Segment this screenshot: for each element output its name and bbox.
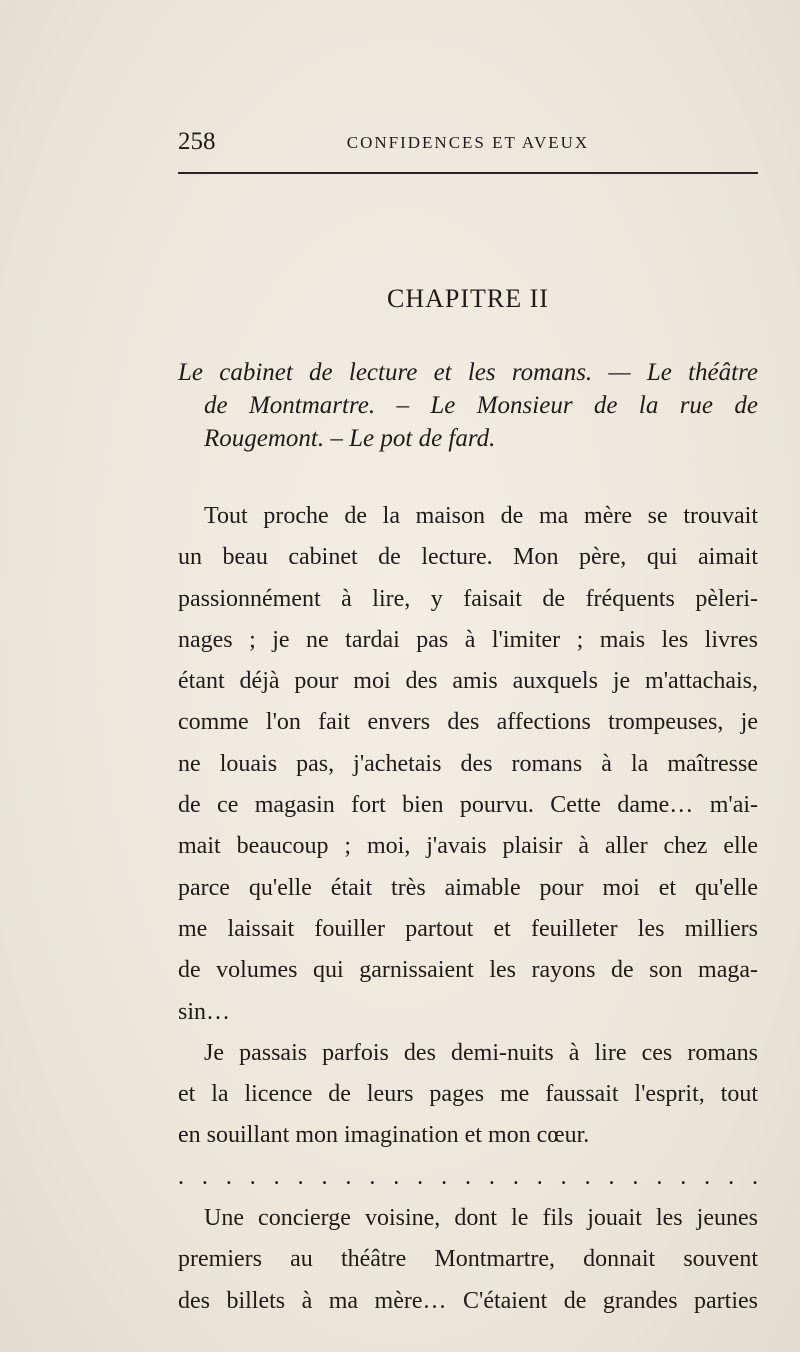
text-line: me laissait fouiller partout et feuilleter les milliers	[178, 915, 758, 942]
chapter-title: CHAPITRE II	[387, 284, 549, 313]
text-line: passionnément à lire, y faisait de fréquents pèleri-	[178, 585, 758, 612]
text-line: un beau cabinet de lecture. Mon père, qui aimait	[178, 544, 758, 571]
text-line: sin…	[178, 998, 231, 1025]
page-number: 258	[178, 128, 216, 155]
text-line: Tout proche de la maison de ma mère se trouvait	[204, 503, 758, 529]
text-line: étant déjà pour moi des amis auxquels je m'attachais,	[178, 668, 758, 695]
text-line: premiers au théâtre Montmartre, donnait souvent	[178, 1246, 758, 1273]
text-line: comme l'on fait envers des affections trompeuses, je	[178, 709, 758, 736]
running-title: CONFIDENCES ET AVEUX	[346, 133, 590, 152]
header-rule	[178, 172, 758, 174]
body-text	[178, 496, 758, 1322]
text-line: de volumes qui garnissaient les rayons de son maga-	[178, 957, 758, 984]
page-header	[178, 128, 758, 162]
text-line: nages ; je ne tardai pas à l'imiter ; mais les livres	[178, 626, 758, 653]
text-line: parce qu'elle était très aimable pour moi et qu'elle	[178, 874, 758, 901]
text-line: des billets à ma mère… C'étaient de grandes parties	[178, 1287, 758, 1314]
summary-line: Rougemont. – Le pot de fard.	[204, 425, 496, 452]
summary-line: Le cabinet de lecture et les romans. — Le théâtre	[178, 359, 758, 386]
text-line: ne louais pas, j'achetais des romans à la maîtresse	[178, 750, 758, 777]
text-line: et la licence de leurs pages me faussait l'esprit, tout	[178, 1081, 758, 1108]
text-line: Une concierge voisine, dont le fils jouait les jeunes	[204, 1205, 758, 1232]
text-line: en souillant mon imagination et mon cœur.	[178, 1122, 590, 1149]
chapter-summary	[178, 356, 758, 455]
text-line: de ce magasin fort bien pourvu. Cette dame… m'ai-	[178, 792, 758, 819]
text-line: mait beaucoup ; moi, j'avais plaisir à aller chez elle	[178, 833, 758, 860]
summary-line: de Montmartre. – Le Monsieur de la rue de	[204, 392, 758, 419]
ellipsis-separator: . . . . . . . . . . . . . . . . . . . . . . . . .	[178, 1163, 758, 1190]
text-line: Je passais parfois des demi-nuits à lire ces romans	[204, 1039, 758, 1066]
